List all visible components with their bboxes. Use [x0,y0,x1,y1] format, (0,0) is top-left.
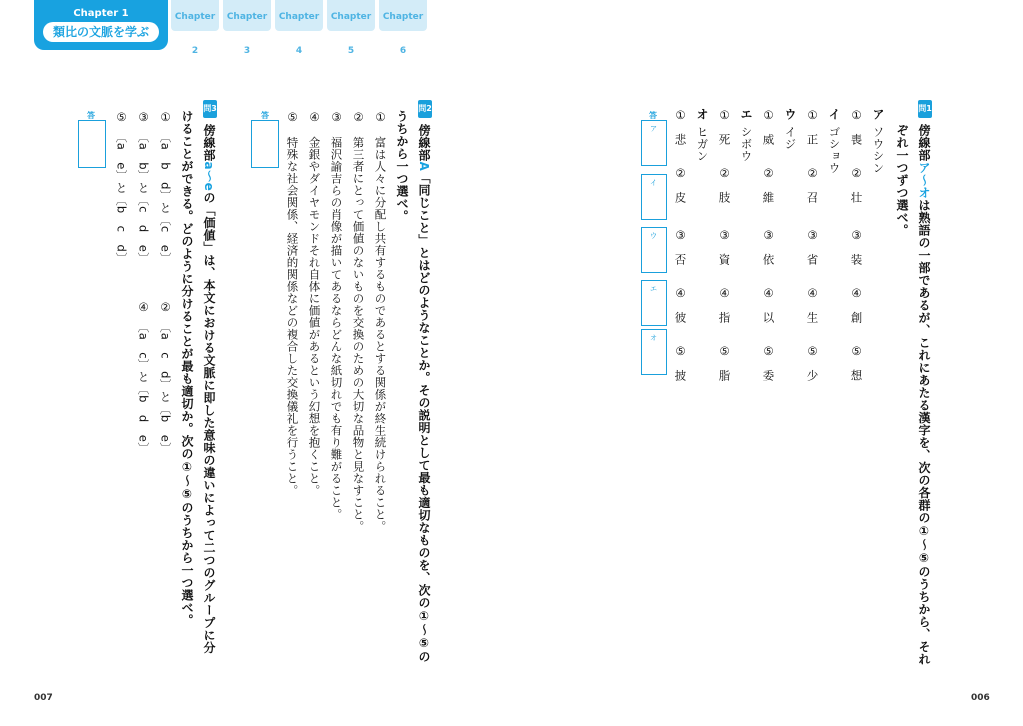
q1-prompt-line1 [918,124,930,666]
q1-a-option-1: ① 喪 [849,108,864,145]
q1-e-option-4: ④ 指 [717,286,732,323]
q1-u-option-5: ⑤ 委 [761,344,776,381]
q2-choice-1: ① 富は人々に分配し共有するものであるとする関係が終生続けられること。 [373,110,388,533]
q1-answer-cell-e-label: エ [650,285,657,293]
q1-i-option-3: ③ 省 [805,228,820,265]
q1-o-option-2: ② 皮 [673,166,688,203]
q2-badge: 問2 [418,100,432,118]
q1-item-reading-a: ソウシン [871,126,886,174]
q1-prompt-post: は熟語の一部であるが、これにあたる漢字を、次の各群の①〜⑤のうちから、それ [917,199,931,666]
q1-u-option-4: ④ 以 [761,286,776,323]
q2-answer-label: 答 [261,111,269,120]
q2-choice-2: ② 第三者にとって価値のないものを交換のための大切な品物と見なすこと。 [351,110,366,533]
q1-answer-label: 答 [649,111,657,120]
q1-prompt-pre: 傍線部 [917,124,931,162]
q1-badge: 問1 [918,100,932,118]
q1-o-option-4: ④ 彼 [673,286,688,323]
q1-item-label-u: ウ [783,108,797,121]
q1-answer-cell-o[interactable] [641,329,667,375]
q2-prompt-post: 「同じこと」とはどのようなことか。その説明として最も適切なものを、次の①〜⑤の [417,171,431,663]
q2-choice-4: ④ 金銀やダイヤモンドそれ自体に価値があるという幻想を抱くこと。 [307,110,322,497]
q1-item-label-o: オ [695,108,709,121]
q1-e-option-3: ③ 資 [717,228,732,265]
q1-answer-cell-a[interactable] [641,120,667,166]
q1-answer-cell-u[interactable] [641,227,667,273]
q1-prompt-line2: ぞれ一つずつ選べ。 [895,124,909,237]
q3-prompt-post: の「価値」は、本文における文脈に即した意味の違いによって二つのグループに分 [202,191,216,654]
q1-item-reading-i: ゴショウ [827,126,842,174]
q2-prompt-line1 [418,124,430,663]
q3-answer-box[interactable] [78,120,106,168]
q3-prompt-line2: けることができる。どのように分けることが最も適切か。次の①〜⑤のうちから一つ選べ。 [180,110,194,627]
q1-answer-cell-o-label: オ [650,334,657,342]
q1-a-option-5: ⑤ 想 [849,344,864,381]
q3-choice-1: ① 〔a b d〕と〔c e〕 [158,110,173,265]
q3-prompt-pre: 傍線部 [202,124,216,162]
tab-chapter-5[interactable]: Chapter 5 [327,0,375,31]
q1-item-reading-e: シボウ [739,126,754,162]
q1-answer-cell-a-label: ア [650,125,657,133]
q1-item-label-a: ア [871,108,885,121]
q1-o-option-3: ③ 否 [673,228,688,265]
q3-prompt-highlight: a〜e [202,161,216,192]
tab-chapter-1-label: Chapter 1 [73,8,129,19]
page-number-right: 006 [971,693,990,703]
q3-choice-4: ④ 〔a c〕と〔b d e〕 [136,300,151,455]
q1-item-label-i: イ [827,108,841,121]
tab-chapter-4[interactable]: Chapter 4 [275,0,323,31]
q1-a-option-4: ④ 創 [849,286,864,323]
q1-i-option-4: ④ 生 [805,286,820,323]
q1-u-option-2: ② 維 [761,166,776,203]
q1-answer-cell-i[interactable] [641,174,667,220]
q1-o-option-1: ① 悲 [673,108,688,145]
q2-prompt-line2: うちから一つ選べ。 [395,110,409,223]
q3-prompt-line1 [203,124,215,654]
q1-answer-cell-e[interactable] [641,280,667,326]
q1-item-reading-u: イジ [783,126,798,150]
chapter-title: 類比の文脈を学ぶ [43,22,159,42]
q2-prompt-pre: 傍線部 [417,124,431,162]
q3-choice-3: ③ 〔a b〕と〔c d e〕 [136,110,151,265]
q1-item-label-e: エ [739,108,753,121]
tab-chapter-6[interactable]: Chapter 6 [379,0,427,31]
q2-choice-5: ⑤ 特殊な社会関係、経済的関係などの複合した交換儀礼を行うこと。 [285,110,300,497]
q1-answer-cell-i-label: イ [650,179,657,187]
q1-o-option-5: ⑤ 披 [673,344,688,381]
q1-i-option-2: ② 召 [805,166,820,203]
q1-u-option-3: ③ 依 [761,228,776,265]
q2-choice-3: ③ 福沢諭吉らの肖像が描いてあるならどんな紙切れでも有り難がること。 [329,110,344,521]
q3-choice-5: ⑤ 〔a e〕と〔b c d〕 [114,110,129,265]
q1-e-option-2: ② 肢 [717,166,732,203]
tab-chapter-2[interactable]: Chapter 2 [171,0,219,31]
q1-a-option-2: ② 壮 [849,166,864,203]
q1-a-option-3: ③ 装 [849,228,864,265]
page-number-left: 007 [34,693,53,703]
q2-answer-box[interactable] [251,120,279,168]
tab-chapter-1[interactable] [34,0,168,50]
q2-prompt-highlight: A [417,161,431,172]
q3-answer-label: 答 [87,111,95,120]
q1-e-option-5: ⑤ 脂 [717,344,732,381]
q1-e-option-1: ① 死 [717,108,732,145]
q1-i-option-5: ⑤ 少 [805,344,820,381]
q3-badge: 問3 [203,100,217,118]
q1-item-reading-o: ヒガン [695,126,710,162]
q1-u-option-1: ① 威 [761,108,776,145]
tab-chapter-3[interactable]: Chapter 3 [223,0,271,31]
q3-choice-2: ② 〔a c d〕と〔b e〕 [158,300,173,455]
q1-i-option-1: ① 正 [805,108,820,145]
q1-answer-cell-u-label: ウ [650,232,657,240]
q1-prompt-highlight: ア〜オ [917,161,931,199]
